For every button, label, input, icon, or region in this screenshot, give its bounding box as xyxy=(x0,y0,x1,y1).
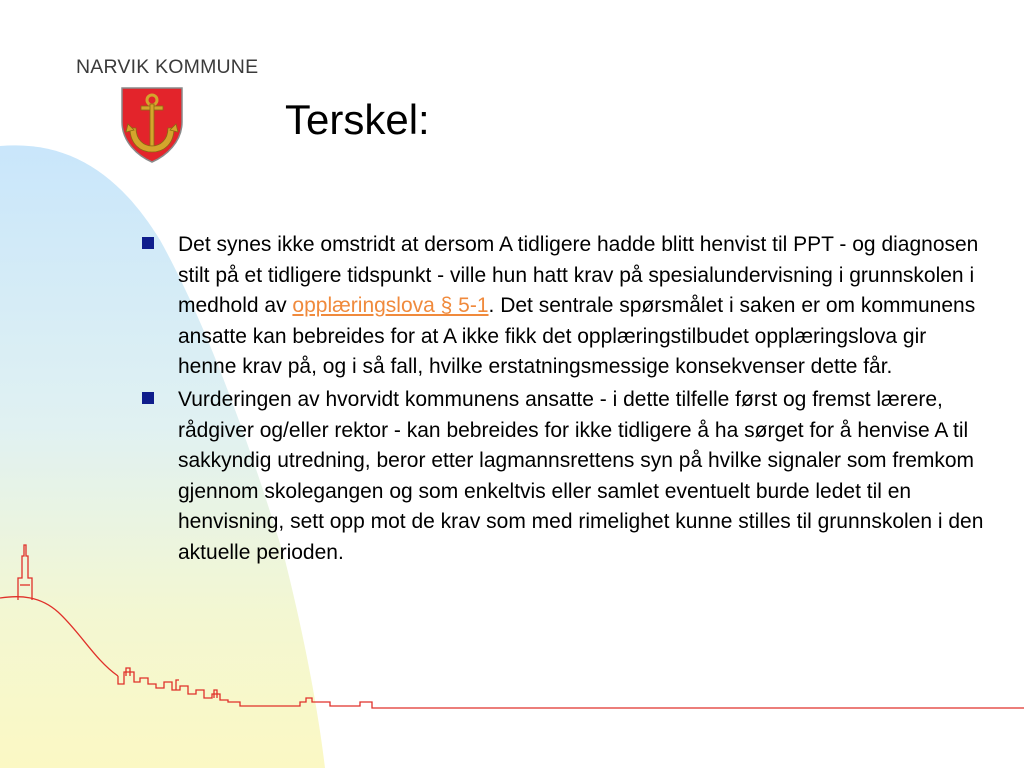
square-bullet-icon xyxy=(142,237,154,249)
bullet-text-part: Det synes ikke omstridt at dersom A tidligere hadde blitt henvist til PPT - og diagnosen stilt på et tidligere tidspunkt - ville hun hatt krav på spesialundervisning i grunnskolen i medhold av xyxy=(178,233,979,318)
square-bullet-icon xyxy=(142,392,154,404)
law-link[interactable]: opplæringslova § 5-1 xyxy=(292,294,489,318)
bullet-list xyxy=(140,230,990,571)
anchor-crest-icon xyxy=(116,84,188,164)
bullet-text: Vurderingen av hvorvidt kommunens ansatte - i dette tilfelle først og fremst lærere, rådgiver og/eller rektor - kan bebreides for ikke tidligere å ha sørget for å henvise A til sakkyndig utredning, beror etter lagmannsrettens syn på hvilke signaler som fremkom gjennom skolegangen og som enkeltvis eller samlet eventuelt burde ledet til en henvisning, sett opp mot de krav som med rimelighet kunne stilles til grunnskolen i den aktuelle perioden. xyxy=(178,387,984,564)
bullet-text-part: . Det sentrale spørsmålet i saken er om kommunens ansatte kan bebreides for at A ikke fikk det opplæringstilbudet opplæringslova gir henne krav på, og i så fall, hvilke erstatningsmessige konsekvenser dette får. xyxy=(178,294,976,379)
slide-title: Terskel: xyxy=(285,96,430,143)
organization-name: NARVIK KOMMUNE xyxy=(76,56,259,78)
bullet-item xyxy=(140,230,990,383)
bullet-item xyxy=(140,385,990,569)
